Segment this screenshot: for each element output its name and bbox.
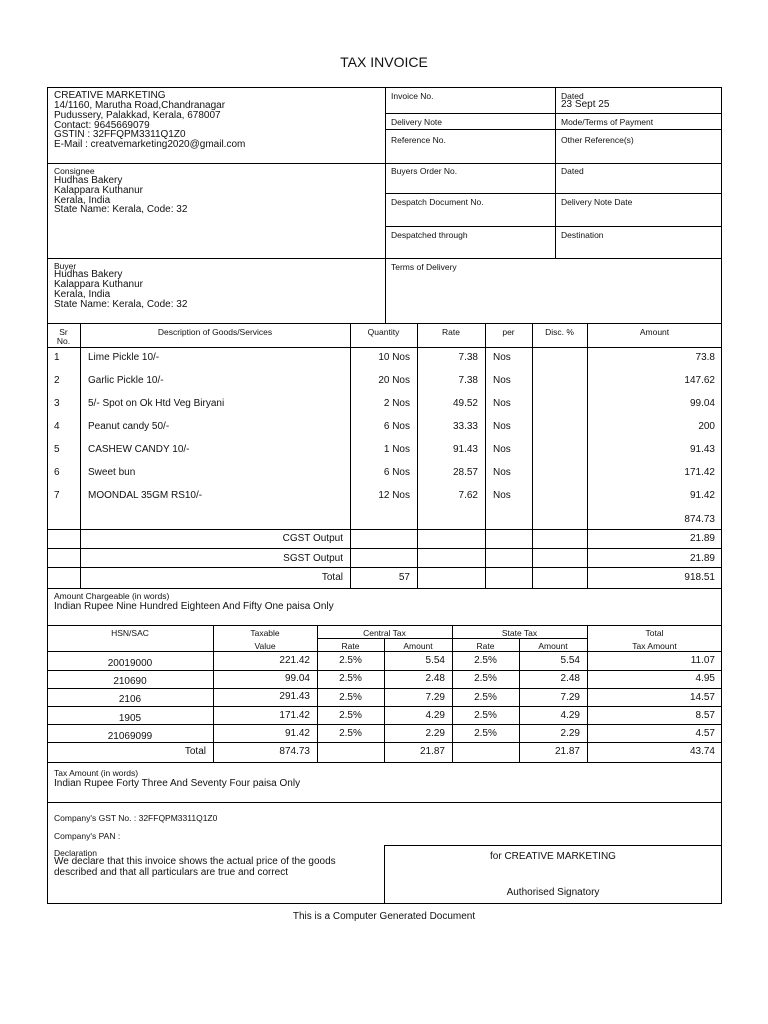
item-amount: 200 [698, 421, 715, 432]
despatch-doc-label: Despatch Document No. [391, 197, 484, 207]
tax-hsn: 21069099 [107, 731, 153, 742]
cgst-label: CGST Output [282, 533, 343, 544]
buyer-line: Hudhas Bakery [54, 269, 123, 280]
seller-address-line: Pudussery, Palakkad, Kerala, 678007 [54, 110, 221, 121]
tax-col-total: Total [645, 628, 664, 638]
item-rate: 33.33 [452, 421, 478, 432]
subtotal-amount: 874.73 [684, 514, 715, 525]
tax-col-c-amount: Amount [403, 641, 433, 651]
tax-col-s-amount: Amount [538, 641, 568, 651]
authorised-signatory: Authorised Signatory [506, 887, 600, 898]
destination-label: Destination [561, 230, 604, 240]
item-rate: 7.38 [458, 352, 478, 363]
col-amount: Amount [639, 327, 670, 337]
item-sr: 2 [54, 375, 60, 386]
item-per: Nos [493, 421, 511, 432]
tax-s-amount: 2.29 [560, 728, 580, 739]
item-amount: 91.42 [689, 490, 715, 501]
tax-col-c-rate: Rate [341, 641, 360, 651]
tax-total: 14.57 [689, 692, 715, 703]
item-rate: 7.38 [458, 375, 478, 386]
tax-c-rate: 2.5% [339, 710, 362, 721]
tax-col-value: Value [254, 641, 276, 651]
item-rate: 7.62 [458, 490, 478, 501]
despatched-through-label: Despatched through [391, 230, 468, 240]
tax-total: 4.95 [695, 673, 715, 684]
dated-label: Dated [561, 91, 584, 101]
item-rate: 91.43 [452, 444, 478, 455]
item-per: Nos [493, 398, 511, 409]
tax-total-s-amount: 21.87 [554, 746, 580, 757]
company-pan: Company's PAN : [54, 831, 121, 841]
tax-col-tax-amount: Tax Amount [632, 641, 677, 651]
item-amount: 147.62 [684, 375, 715, 386]
tax-col-state: State Tax [501, 628, 538, 638]
company-gst: Company's GST No. : 32FFQPM3311Q1Z0 [54, 813, 218, 823]
declaration-line: described and that all particulars are true and correct [54, 867, 289, 878]
tax-s-rate: 2.5% [474, 710, 497, 721]
sgst-label: SGST Output [283, 553, 343, 564]
tax-s-amount: 7.29 [560, 692, 580, 703]
tax-c-amount: 5.54 [425, 655, 445, 666]
delivery-note-label: Delivery Note [391, 117, 443, 127]
reference-no-label: Reference No. [391, 135, 446, 145]
total-label: Total [321, 572, 343, 583]
item-per: Nos [493, 490, 511, 501]
item-sr: 1 [54, 352, 60, 363]
tax-total: 8.57 [695, 710, 715, 721]
total-qty: 57 [398, 572, 410, 583]
tax-c-rate: 2.5% [339, 692, 362, 703]
declaration-line: We declare that this invoice shows the actual price of the goods [54, 856, 336, 867]
tax-col-central: Central Tax [363, 628, 406, 638]
tax-c-amount: 2.48 [425, 673, 445, 684]
tax-taxable: 221.42 [279, 655, 310, 666]
item-rate: 49.52 [452, 398, 478, 409]
col-description: Description of Goods/Services [157, 327, 273, 337]
item-sr: 6 [54, 467, 60, 478]
buyers-order-label: Buyers Order No. [391, 166, 458, 176]
delivery-note-date-label: Delivery Note Date [561, 197, 633, 207]
tax-s-amount: 4.29 [560, 710, 580, 721]
item-qty: 6 Nos [383, 421, 410, 432]
declaration-label: Declaration [54, 848, 97, 858]
tax-total: 11.07 [690, 655, 715, 666]
consignee-line: Kalappara Kuthanur [54, 185, 143, 196]
item-qty: 10 Nos [378, 352, 410, 363]
other-reference-label: Other Reference(s) [561, 135, 634, 145]
tax-s-rate: 2.5% [474, 673, 497, 684]
seller-name: CREATIVE MARKETING [54, 90, 166, 101]
item-per: Nos [493, 444, 511, 455]
item-desc: CASHEW CANDY 10/- [88, 444, 190, 455]
footer-note: This is a Computer Generated Document [292, 911, 476, 922]
tax-hsn: 20019000 [107, 658, 153, 669]
tax-hsn: 2106 [118, 694, 142, 705]
dated-value: 23 Sept 25 [561, 99, 610, 110]
seller-contact: Contact: 9645669079 [54, 120, 150, 131]
item-sr: 4 [54, 421, 60, 432]
seller-address-line: 14/1160, Marutha Road,Chandranagar [54, 100, 226, 111]
seller-gstin: GSTIN : 32FFQPM3311Q1Z0 [54, 129, 186, 140]
item-desc: Lime Pickle 10/- [88, 352, 160, 363]
item-desc: Peanut candy 50/- [88, 421, 170, 432]
tax-taxable: 91.42 [284, 728, 310, 739]
item-qty: 1 Nos [383, 444, 410, 455]
item-per: Nos [493, 352, 511, 363]
item-amount: 99.04 [689, 398, 715, 409]
item-qty: 12 Nos [378, 490, 410, 501]
tax-total-amount: 43.74 [689, 746, 715, 757]
tax-s-amount: 2.48 [560, 673, 580, 684]
tax-taxable: 291.43 [279, 691, 310, 702]
item-per: Nos [493, 467, 511, 478]
tax-col-taxable: Taxable [250, 628, 280, 638]
tax-taxable: 99.04 [284, 673, 310, 684]
item-qty: 20 Nos [378, 375, 410, 386]
consignee-line: Hudhas Bakery [54, 175, 123, 186]
tax-words-label: Tax Amount (in words) [54, 768, 139, 778]
consignee-label: Consignee [54, 166, 95, 176]
buyer-label: Buyer [54, 261, 77, 271]
col-per: per [502, 327, 515, 337]
tax-total-c-amount: 21.87 [419, 746, 445, 757]
item-sr: 5 [54, 444, 60, 455]
tax-s-rate: 2.5% [474, 728, 497, 739]
consignee-line: Kerala, India [54, 195, 111, 206]
amount-words-value: Indian Rupee Nine Hundred Eighteen And Fifty One paisa Only [54, 601, 334, 612]
page-title: TAX INVOICE [340, 54, 428, 70]
buyer-line: Kerala, India [54, 289, 111, 300]
col-disc: Disc. % [545, 327, 574, 337]
tax-total-taxable: 874.73 [279, 746, 310, 757]
item-rate: 28.57 [452, 467, 478, 478]
item-desc: MOONDAL 35GM RS10/- [88, 490, 203, 501]
col-quantity: Quantity [367, 327, 400, 337]
item-desc: Garlic Pickle 10/- [88, 375, 164, 386]
dated2-label: Dated [561, 166, 584, 176]
col-sr: Sr [59, 327, 68, 337]
item-desc: 5/- Spot on Ok Htd Veg Biryani [88, 398, 225, 409]
item-sr: 7 [54, 490, 60, 501]
buyer-line: Kalappara Kuthanur [54, 279, 143, 290]
seller-email: E-Mail : creatvemarketing2020@gmail.com [54, 139, 246, 150]
tax-c-rate: 2.5% [339, 728, 362, 739]
item-qty: 2 Nos [383, 398, 410, 409]
tax-s-rate: 2.5% [474, 692, 497, 703]
total-amount: 918.51 [684, 572, 715, 583]
tax-c-amount: 2.29 [425, 728, 445, 739]
item-sr: 3 [54, 398, 60, 409]
tax-taxable: 171.42 [279, 710, 310, 721]
tax-s-amount: 5.54 [560, 655, 580, 666]
tax-s-rate: 2.5% [474, 655, 497, 666]
buyer-line: State Name: Kerala, Code: 32 [54, 299, 188, 310]
item-amount: 73.8 [695, 352, 715, 363]
sgst-amount: 21.89 [689, 553, 715, 564]
mode-terms-label: Mode/Terms of Payment [561, 117, 654, 127]
item-desc: Sweet bun [88, 467, 136, 478]
terms-delivery-label: Terms of Delivery [391, 262, 457, 272]
tax-c-amount: 7.29 [425, 692, 445, 703]
item-per: Nos [493, 375, 511, 386]
tax-total-label: Total [184, 746, 206, 757]
item-amount: 171.42 [684, 467, 715, 478]
tax-col-s-rate: Rate [476, 641, 495, 651]
item-qty: 6 Nos [383, 467, 410, 478]
amount-words-label: Amount Chargeable (in words) [54, 591, 170, 601]
tax-c-amount: 4.29 [425, 710, 445, 721]
tax-c-rate: 2.5% [339, 673, 362, 684]
invoice-no-label: Invoice No. [391, 91, 434, 101]
col-rate: Rate [442, 327, 460, 337]
signature-for: for CREATIVE MARKETING [490, 851, 616, 862]
item-amount: 91.43 [689, 444, 715, 455]
tax-col-hsn: HSN/SAC [111, 628, 149, 638]
tax-c-rate: 2.5% [339, 655, 362, 666]
col-sr-no: No. [56, 336, 71, 346]
tax-total: 4.57 [695, 728, 715, 739]
tax-hsn: 210690 [113, 676, 147, 687]
consignee-line: State Name: Kerala, Code: 32 [54, 204, 188, 215]
tax-hsn: 1905 [118, 713, 142, 724]
tax-words-value: Indian Rupee Forty Three And Seventy Four paisa Only [54, 778, 301, 789]
cgst-amount: 21.89 [689, 533, 715, 544]
